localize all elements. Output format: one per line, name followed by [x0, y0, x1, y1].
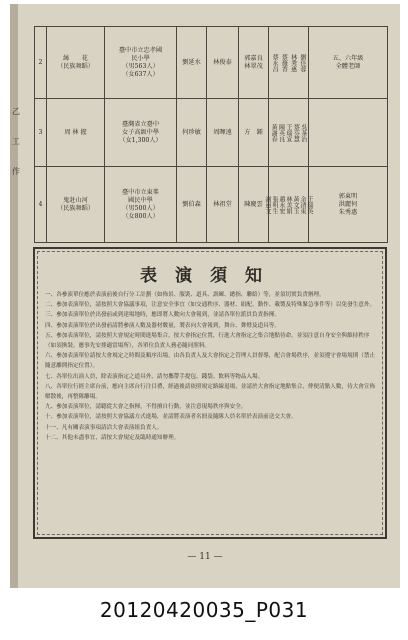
page-number: — 11 — — [187, 552, 223, 562]
cell-line: 全體老師 — [335, 62, 361, 70]
cell-line: 洪麗何 — [338, 200, 358, 208]
director-cell: 林祖堂 — [207, 167, 239, 243]
archive-caption: 20120420035_P031 — [99, 598, 309, 622]
cell-line: 余清東 — [299, 195, 306, 214]
notice-rule: 十、參加表演單位，請按照大會協議方式進場，並請將表演者名冊及隨隊人員名單於表演前送交大會。 — [45, 414, 297, 421]
gutter-mark: 作 — [12, 167, 20, 176]
principal-cell: 劉伯森 — [177, 167, 207, 243]
program-cell — [47, 167, 105, 243]
cell-line: 臺中市立忠孝國 — [118, 46, 163, 54]
cell-line: 蔡芬慧 — [292, 123, 300, 142]
performance-notice-box — [33, 247, 387, 539]
notice-rule: 八、各單位行經主席台前，應向主席台行注目禮，經過後請依照規定路線退場，並請於大會指定地點集合，俾便清點人數，待大會宣佈解散後，再整隊離場。 — [45, 383, 376, 401]
notice-rule: 二、參加表演單位，請按照大會協議事項，注意安全事宜（如交通秩序、器材、組配、動作、載製及特殊緊急事件等）以免發生意外。 — [45, 302, 376, 309]
cell-line: 臺中市立東峯 — [121, 188, 160, 196]
notice-rules — [45, 290, 376, 443]
notice-rule: 十二、其他未盡事宜，請按大會規定及臨時通知辦理。 — [45, 434, 180, 441]
table-row — [35, 27, 388, 99]
cell-line: （男563人） — [122, 62, 159, 70]
cell-line: 郭嘉良 — [244, 54, 263, 62]
cell-line: 女子高級中學 — [121, 128, 160, 136]
director-cell: 林俊泰 — [207, 27, 239, 99]
remark-cell — [309, 99, 388, 167]
notice-rule: 六、參加表演單位請按大會規定之時間及順序出場，由各負責人及大會指定之管理人員督導，配合會場秩序，並須遵守會場規則（禁止隨意離開指定位置）。 — [45, 353, 376, 370]
row-number: 4 — [35, 167, 47, 243]
cell-line: 絲 花 — [63, 54, 88, 62]
principal-cell: 何珍敏 — [177, 99, 207, 167]
cell-line: 方 鍾 — [244, 128, 263, 136]
cell-line: 趙永宏 — [278, 195, 285, 214]
staff-cell — [269, 99, 309, 167]
cell-line: 林美娟 — [285, 195, 292, 214]
cell-line: 五、六年級 — [332, 54, 364, 62]
teacher-cell — [239, 27, 269, 99]
gutter-mark: 工 — [12, 137, 20, 146]
cell-line: （民族舞蹈） — [56, 62, 95, 70]
cell-line: （男500人） — [122, 204, 159, 212]
director-cell: 周暉遠 — [207, 99, 239, 167]
cell-line: 林秀惠 — [289, 53, 297, 72]
staff-cell — [269, 27, 309, 99]
cell-line: （女1,300人） — [119, 136, 162, 144]
notice-rule: 四、參加表演單位於出發前請將參演人數及器材數量，製表向大會報到，舞台、舞燈及道具等。 — [45, 322, 280, 329]
remark-cell — [309, 167, 388, 243]
table-row — [35, 99, 388, 167]
cell-line: 林翠茂 — [244, 62, 263, 70]
schedule-table — [34, 26, 388, 243]
cell-line: （女800人） — [122, 212, 159, 220]
teacher-cell — [239, 99, 269, 167]
row-number: 3 — [35, 99, 47, 167]
remark-cell — [309, 27, 388, 99]
notice-rule: 三、參加表演單位於出發前或到達場地時，應即將人數向大會報到，並請各單位派員負責指揮。 — [45, 312, 280, 319]
notice-title: 表演須知 — [140, 266, 280, 286]
cell-line: 黃謝春 — [270, 123, 278, 142]
document-page — [10, 4, 400, 588]
cell-line: 國民中學 — [128, 196, 153, 204]
program-cell — [47, 99, 105, 167]
notice-rule: 一、各參演單位應於表演前後自行分工計劃（如佈景、服裝、道具、訓練、總指、聯絡）等，並須切實負責辦理。 — [45, 292, 325, 298]
cell-line: 臺灣省立臺中 — [121, 120, 160, 128]
cell-line: 劉佳蓉 — [298, 53, 306, 72]
notice-rule: 七、各單位出演人員，除表演指定之道具外，請勿攜帶手提包、錢袋、飲料等物品入場。 — [45, 373, 264, 380]
row-number: 2 — [35, 27, 47, 99]
cell-line: （民族舞蹈） — [56, 204, 95, 212]
cell-line: 吳茶治 — [299, 123, 307, 142]
cell-line: 蔡薇香 — [280, 53, 288, 72]
cell-line: 陳慶雲 — [244, 200, 263, 208]
cell-line: 蔡永昌 — [271, 53, 279, 72]
notice-rule: 九、參加表演單位，請聽從大會之指揮，不得擅自行動，並注意現場秩序與安全。 — [45, 404, 247, 411]
cell-line: （女637人） — [122, 70, 159, 78]
cell-line: 鬼赶山河 — [63, 196, 88, 204]
cell-line: 周 林 握 — [64, 128, 87, 136]
school-cell — [105, 167, 177, 243]
notice-rule: 五、參加表演單位，請按照大會規定時間進場集合，按大會指定位置，行進大會指定之集合地點待命，並須注意自身安全與維持秩序（如須換裝，應事先安排適當場所），各單位負責人務必隨同照料。 — [45, 332, 370, 350]
program-cell — [47, 27, 105, 99]
cell-line: 王瑞英 — [306, 195, 313, 214]
principal-cell: 劉延水 — [177, 27, 207, 99]
binding-gutter — [10, 4, 18, 588]
cell-line: 陳英良 — [277, 123, 285, 142]
cell-line: 黃文玉 — [292, 195, 299, 214]
cell-line: 民小學 — [131, 54, 150, 62]
staff-cell — [264, 167, 313, 243]
notice-rule: 十一、凡有關表演事項請洽大會表演組負責人。 — [45, 424, 163, 431]
cell-line: 謝惠文 — [264, 195, 271, 214]
table-row — [35, 167, 388, 243]
school-cell — [105, 27, 177, 99]
cell-line: 王瑞宣 — [284, 123, 292, 142]
cell-line: 郭東明 — [338, 192, 358, 200]
gutter-mark: 乙 — [12, 107, 20, 116]
school-cell — [105, 99, 177, 167]
cell-line: 張明生 — [271, 195, 278, 214]
cell-line: 朱秀惠 — [338, 208, 358, 216]
